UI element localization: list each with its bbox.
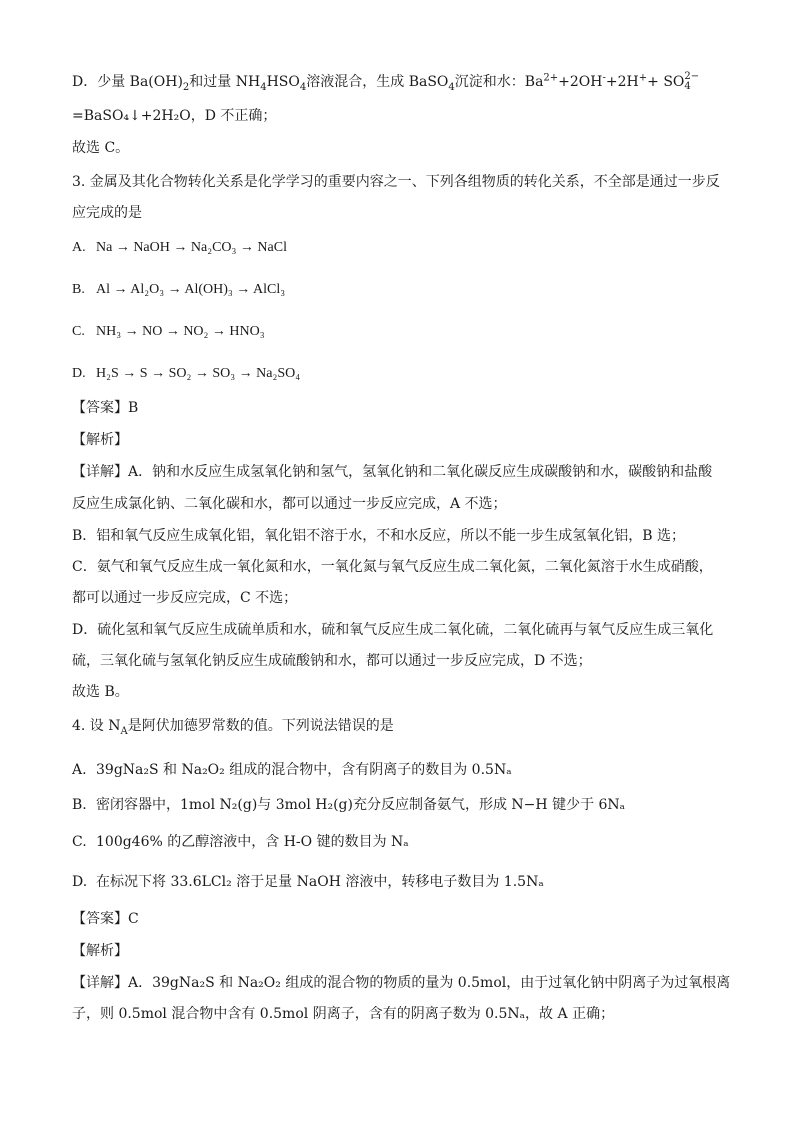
question-4-analysis-heading: 【解析】 [72, 943, 128, 959]
question-3-detail-line-2: 反应生成氯化钠、二氧化碳和水，都可以通过一步反应完成，A 不选； [72, 496, 507, 512]
question-3-option-a: A. Na → NaOH → Na₂CO₃ → NaCl [72, 240, 287, 255]
text: D．少量 Ba(OH) [72, 74, 183, 90]
question-3-conclusion: 故选 B。 [72, 684, 129, 700]
question-4-detail-line-1: 【详解】A．39gNa₂S 和 Na₂O₂ 组成的混合物的物质的量为 0.5mol，由于过氧化钠中阴离子为过氧根离 [72, 975, 731, 991]
question-3-detail-line-7: 硫，三氧化硫与氢氧化钠反应生成硫酸钠和水，都可以通过一步反应完成，D 不选； [72, 653, 592, 669]
question-3-answer: 【答案】B [72, 400, 139, 416]
conclusion-c: 故选 C。 [72, 140, 130, 156]
question-3-option-c: C. NH₃ → NO → NO₂ → HNO₃ [72, 324, 265, 339]
question-3-analysis-heading: 【解析】 [72, 432, 128, 448]
question-3-stem-line-2: 应完成的是 [72, 205, 142, 221]
text: +2H [605, 74, 639, 90]
subscript: 4 [299, 81, 307, 93]
text: 和过量 NH [189, 74, 261, 90]
question-3-stem-line-1: 3. 金属及其化合物转化关系是化学学习的重要内容之一、下列各组物质的转化关系，不全部是通过一步反 [72, 174, 720, 190]
question-3-detail-line-3: B．铝和氧气反应生成氧化铝，氧化铝不溶于水，不和水反应，所以不能一步生成氢氧化铝，B 选； [72, 528, 686, 544]
text: + SO [647, 74, 685, 90]
sulfate-charge: 2− 4 [684, 71, 700, 92]
question-3-detail-line-4: C．氨气和氧气反应生成一氧化氮和水，一氧化氮与氧气反应生成二氧化氮，二氧化氮溶于水生成硝酸， [72, 559, 713, 575]
text: 沉淀和水：Ba [454, 74, 544, 90]
question-4-option-b: B. 密闭容器中，1mol N₂(g)与 3mol H₂(g)充分反应制备氨气，形成 N−H 键少于 6Nₐ [72, 797, 626, 813]
subscript: 4 [448, 81, 455, 93]
question-4-detail-line-2: 子，则 0.5mol 混合物中含有 0.5mol 阴离子，含有的阴离子数为 0.5Nₐ，故 A 正确； [72, 1006, 615, 1022]
question-3-detail-line-1: 【详解】A．钠和水反应生成氢氧化钠和氢气，氢氧化钠和二氧化碳反应生成碳酸钠和水，碳酸钠和盐酸 [72, 464, 713, 480]
question-3-option-b: B. Al → Al₂O₃ → Al(OH)₃ → AlCl₃ [72, 282, 286, 297]
text: 溶液混合，生成 BaSO [306, 74, 449, 90]
question-4-option-d: D. 在标况下将 33.6LCl₂ 溶于足量 NaOH 溶液中，转移电子数目为 1.5Nₐ [72, 874, 544, 890]
subscript: 2 [182, 81, 190, 93]
option-d-equation-line [72, 72, 699, 92]
text: +2OH [558, 74, 603, 90]
question-3-option-d: D. H₂S → S → SO₂ → SO₃ → Na₂SO₄ [72, 366, 301, 381]
superscript: - [602, 72, 606, 84]
text: HSO [266, 74, 300, 90]
question-4-option-a: A. 39gNa₂S 和 Na₂O₂ 组成的混合物中，含有阴离子的数目为 0.5Nₐ [72, 762, 512, 778]
question-4-stem: 4. 设 $N_A$是阿伏加德罗常数的值。下列说法错误的是 [72, 718, 394, 737]
superscript: + [638, 72, 648, 84]
question-3-detail-line-5: 都可以通过一步反应完成，C 不选； [72, 590, 298, 606]
question-4-option-c: C. 100g46% 的乙醇溶液中，含 H-O 键的数目为 Nₐ [72, 834, 409, 850]
subscript: 4 [260, 81, 267, 93]
question-3-detail-line-6: D．硫化氢和氧气反应生成硫单质和水，硫和氧气反应生成二氧化硫，二氧化硫再与氧气反应生成三氧化 [72, 622, 714, 638]
question-4-answer: 【答案】C [72, 911, 139, 927]
equation-continuation: =BaSO₄↓+2H₂O，D 不正确； [72, 108, 277, 124]
superscript: 2+ [543, 72, 559, 84]
